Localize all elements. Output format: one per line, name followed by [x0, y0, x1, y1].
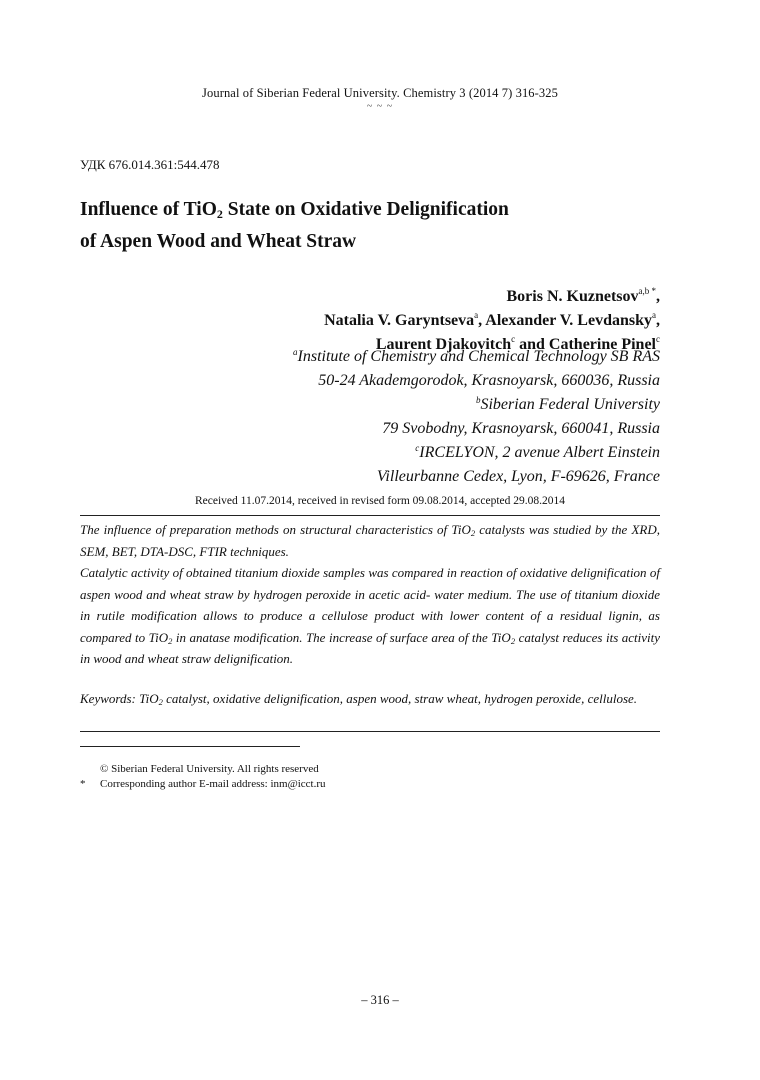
author-name: Laurent Djakovitch — [375, 336, 512, 353]
affiliation-line: $^b$Siberian Federal University — [475, 395, 660, 413]
affiliation-line: 79 Svobodny, Krasnoyarsk, 660041, Russia — [382, 420, 660, 437]
abstract-paragraph-1: The influence of preparation methods on structural characteristics of TiO$_2$ catalysts was studied by the XRD, SEM, BET, DTA-DSC, FTIR techniques. — [80, 522, 661, 559]
affiliation-line: Villeurbanne Cedex, Lyon, F-69626, France — [376, 468, 660, 485]
page-number: – 316 – — [361, 993, 399, 1007]
abstract-bottom-rule — [80, 731, 660, 732]
affiliation-line: $^c$IRCELYON, 2 avenue Albert Einstein — [415, 443, 660, 461]
author-line-3: Laurent Djakovitch$^c$ and Catherine Pinel$^c$ — [375, 334, 660, 353]
paper-title — [80, 194, 509, 258]
abstract-top-rule — [80, 515, 660, 516]
author-name: Natalia V. Garyntseva — [324, 312, 475, 329]
abstract-paragraph-2: Catalytic activity of obtained titanium dioxide samples was compared in reaction of oxidative delignification of aspen wood and wheat straw by hydrogen peroxide in acetic acid- water medium. The use of titanium dioxide in rutile modification allows to produce a cellulose product with lower content of a residual lignin, as compared to TiO$_2$ in anatase modification. The increase of surface area of the TiO$_2$ catalyst reduces its activity in wood and wheat straw delignification. — [80, 565, 661, 666]
author-line-2: Natalia V. Garyntseva$^a$, Alexander V. Levdansky$^a$, — [324, 310, 660, 329]
header-separator: ~ ~ ~ — [366, 101, 394, 112]
affiliation-line: 50-24 Akademgorodok, Krasnoyarsk, 660036, Russia — [318, 372, 660, 389]
footnote-rule — [80, 746, 300, 747]
affiliation-line: $^a$Institute of Chemistry and Chemical Technology SB RAS — [293, 347, 660, 365]
keywords: Keywords: TiO$_2$ catalyst, oxidative delignification, aspen wood, straw wheat, hydrogen peroxide, cellulose. — [80, 691, 638, 707]
udk-code: УДК 676.014.361:544.478 — [80, 157, 220, 172]
received-dates: Received 11.07.2014, received in revised form 09.08.2014, accepted 29.08.2014 — [194, 495, 566, 507]
affiliations — [293, 345, 660, 489]
author-name: Alexander V. Levdansky — [485, 312, 652, 329]
title-line-1: Influence of TiO$_2$ State on Oxidative Delignification — [80, 199, 509, 221]
copyright-footnote: © Siberian Federal University. All rights reserved — [100, 763, 319, 775]
corresponding-author-footnote: * Corresponding author E-mail address: inm@icct.ru — [80, 778, 326, 790]
abstract — [80, 519, 660, 670]
title-line-2: of Aspen Wood and Wheat Straw — [80, 231, 357, 252]
journal-header: Journal of Siberian Federal University. Chemistry 3 (2014 7) 316-325 — [202, 86, 558, 100]
author-name: Catherine Pinel — [548, 336, 656, 353]
author-name: Boris N. Kuznetsov — [506, 288, 639, 305]
author-line-1: Boris N. Kuznetsov$^{a,b *}$, — [506, 286, 660, 305]
